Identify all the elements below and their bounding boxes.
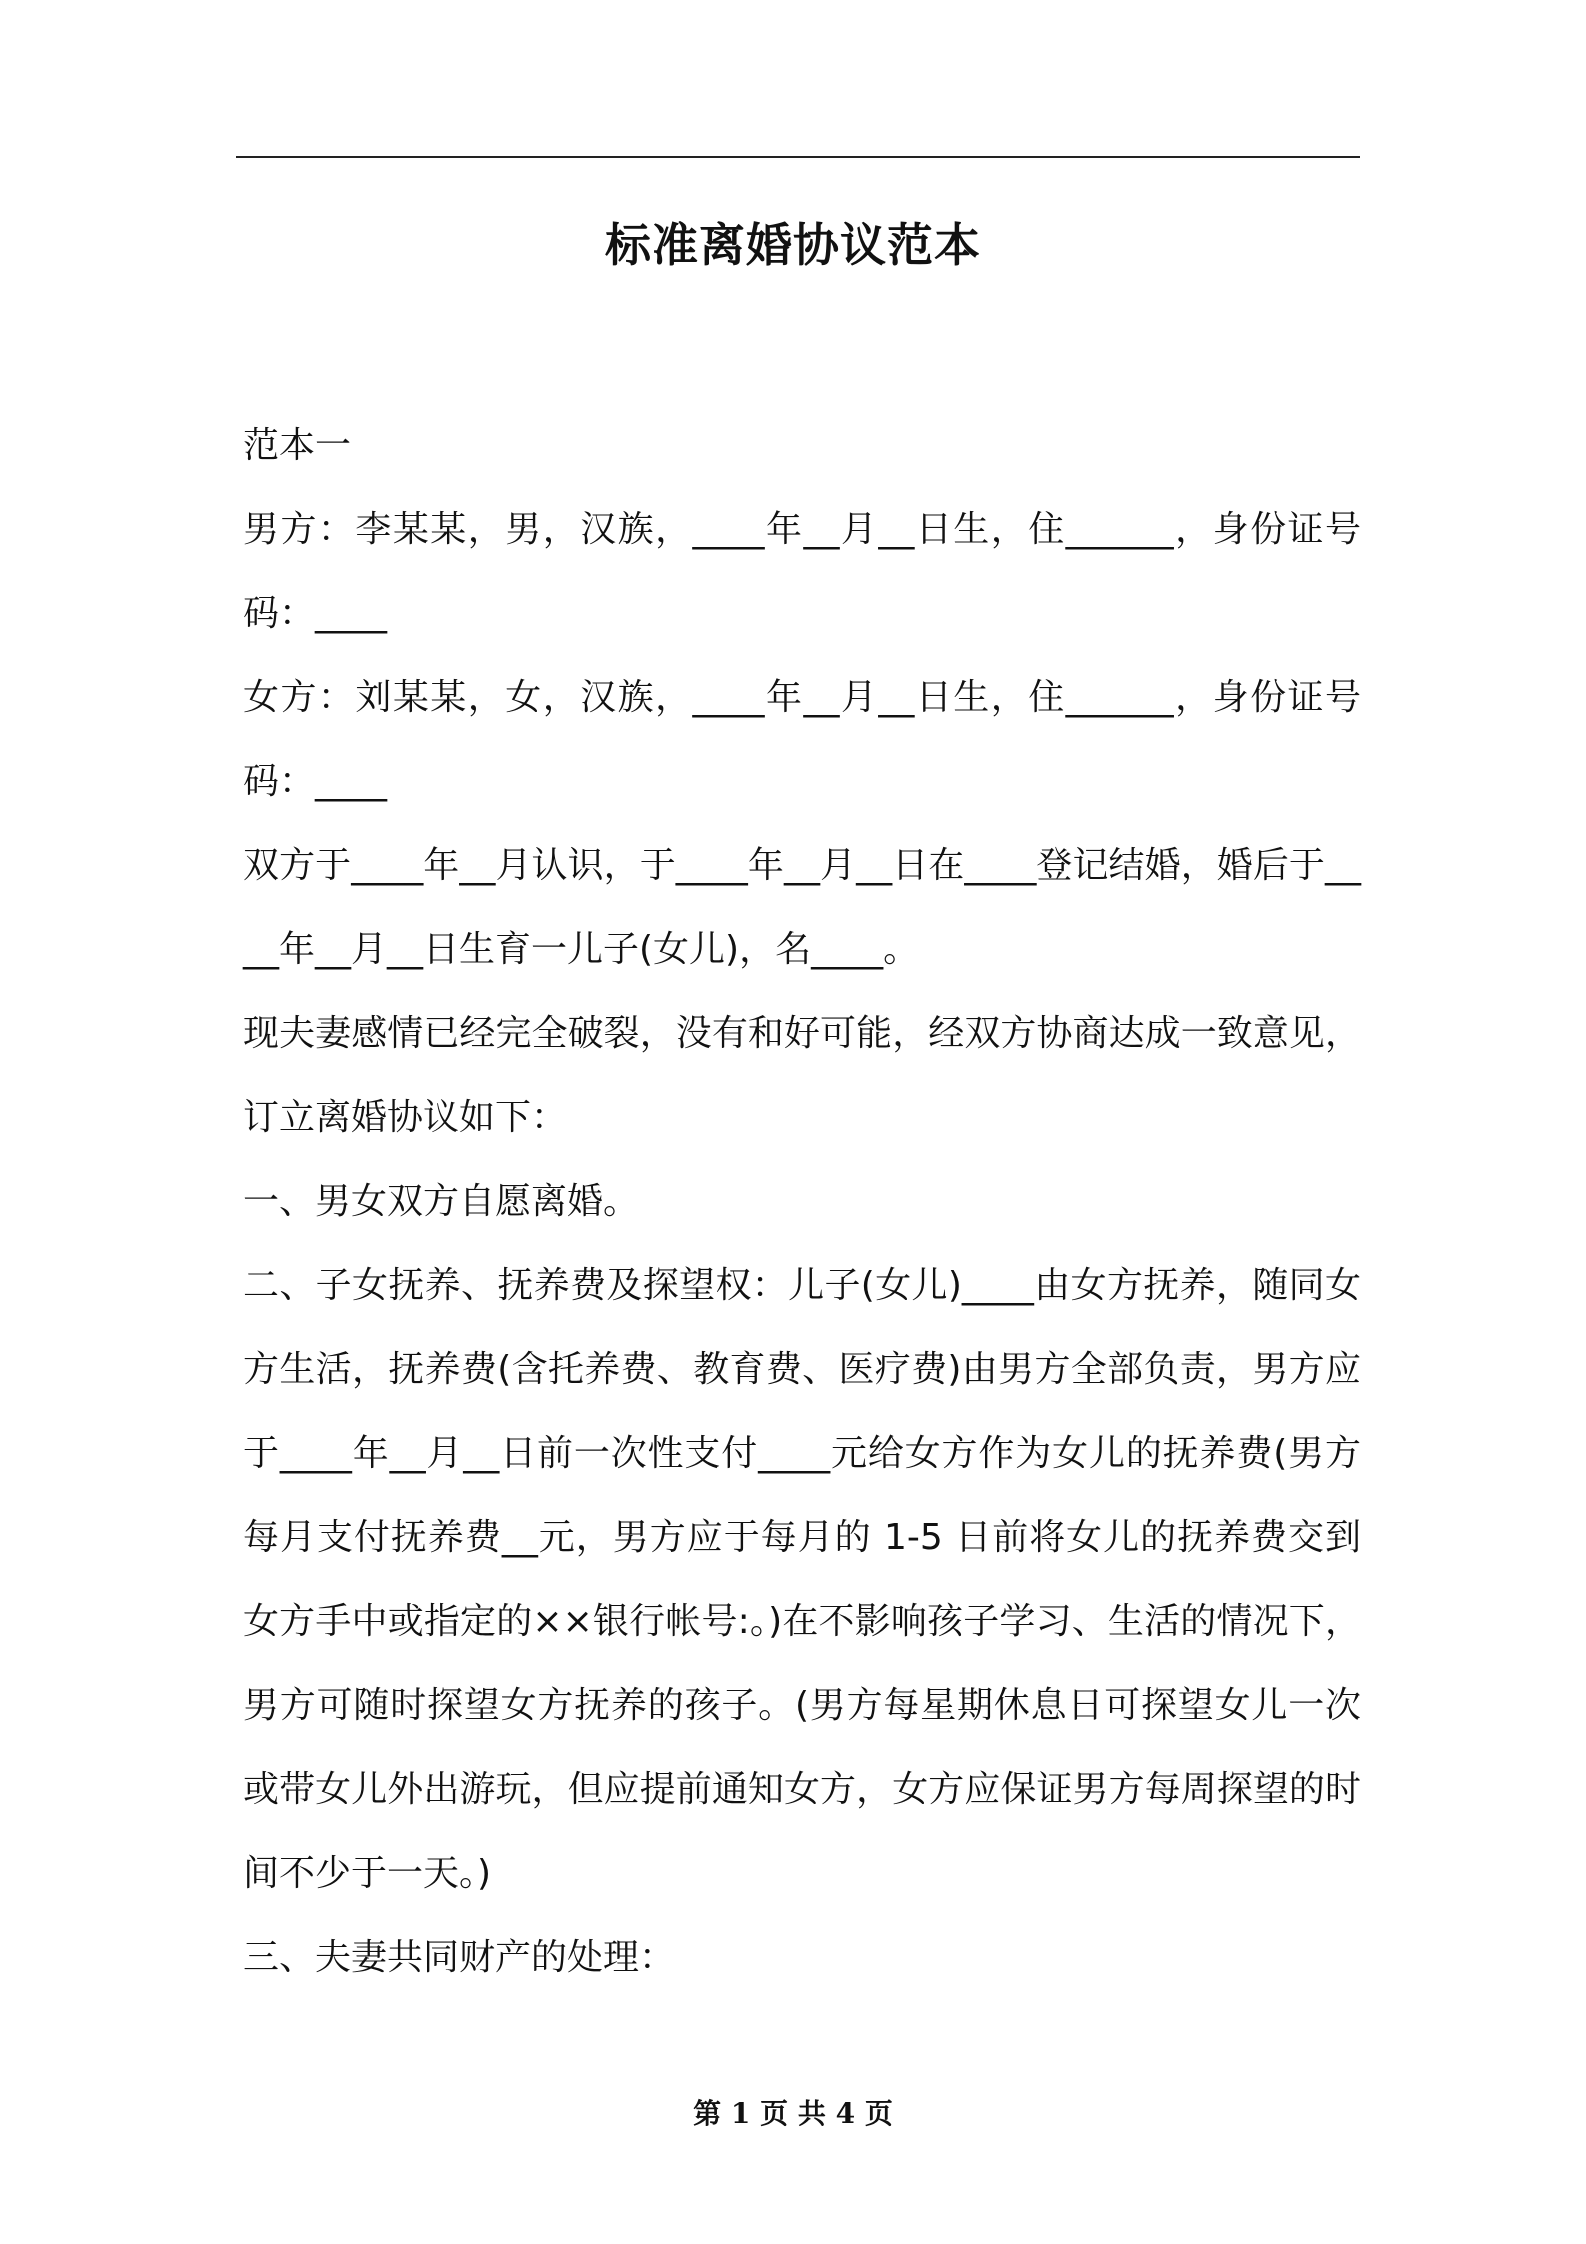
header-rule — [236, 156, 1360, 158]
document-title: 标准离婚协议范本 — [605, 218, 981, 272]
clause-1: 一、男女双方自愿离婚。 — [243, 1181, 640, 1222]
document-body — [243, 404, 1361, 2000]
clause-3: 三、夫妻共同财产的处理： — [243, 1937, 676, 1978]
clause-2: 二、子女抚养、抚养费及探望权：儿子(女儿)____由女方抚养，随同女方生活，抚养费(含托养费、教育费、医疗费)由男方全部负责，男方应于____年__月__日前一次性支付____元给女方作为女儿的抚养费(男方每月支付抚养费__元，男方应于每月的 1-5 日前将女儿的抚养费交到女方手中或指定的××银行帐号:。)在不影响孩子学习、生活的情况下，男方可随时探望女方抚养的孩子。(男方每星期休息日可探望女儿一次或带女儿外出游玩，但应提前通知女方，女方应保证男方每周探望的时间不少于一天。) — [243, 1265, 1361, 1894]
paragraph-marriage-info: 双方于____年__月认识，于____年__月__日在____登记结婚，婚后于____年__月__日生育一儿子(女儿)，名____。 — [243, 845, 1361, 970]
paragraph-wife-info: 女方：刘某某，女，汉族，____年__月__日生，住______，身份证号码：____ — [243, 677, 1361, 802]
section-heading: 范本一 — [243, 425, 352, 466]
paragraph-preamble: 现夫妻感情已经完全破裂，没有和好可能，经双方协商达成一致意见，订立离婚协议如下： — [243, 1013, 1361, 1138]
page-number: 第 1 页 共 4 页 — [693, 2097, 893, 2130]
paragraph-husband-info: 男方：李某某，男，汉族，____年__月__日生，住______，身份证号码：____ — [243, 509, 1361, 634]
